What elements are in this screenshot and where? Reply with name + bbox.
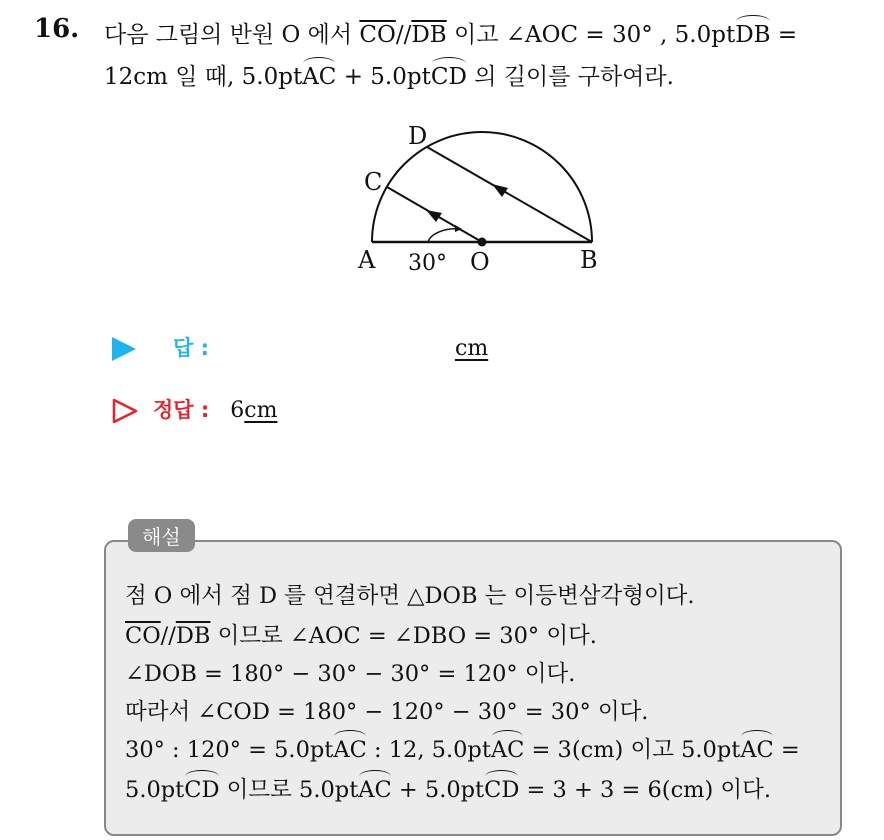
explanation-text: 30° : 120° = 5.0pt [125, 737, 334, 763]
question-text: 이고 ∠AOC = 30° , 5.0pt [446, 22, 736, 48]
answer-unit: cm [455, 336, 489, 361]
explanation-line-2 [125, 618, 597, 650]
question-text: 다음 그림의 반원 O 에서 [104, 22, 360, 48]
explanation-text: = 3 + 3 = 6(cm) 이다. [519, 777, 772, 803]
question-text: 12cm 일 때, 5.0pt [104, 64, 303, 90]
label-c: C [364, 168, 383, 196]
arc-cd: CD [184, 777, 220, 803]
semicircle-figure [356, 118, 616, 288]
arc-ac: AC [740, 737, 774, 763]
explanation-text: 5.0pt [125, 777, 185, 803]
correct-answer-unit: cm [244, 398, 278, 423]
explanation-tag: 해설 [128, 519, 195, 552]
label-o: O [470, 248, 490, 276]
correct-answer-row [112, 394, 277, 424]
explanation-text: = 3(cm) 이고 5.0pt [524, 737, 741, 763]
explanation-text: = [773, 737, 800, 763]
segment-co: $\overline{CO}$ [359, 22, 396, 48]
correct-answer-label: 정답 : [153, 398, 210, 422]
question-text: 의 길이를 구하여라. [466, 64, 674, 90]
arrow-on-bd [492, 184, 508, 197]
label-angle-30: 30° [408, 251, 447, 276]
question-line-2 [104, 58, 674, 91]
explanation-line-3: ∠DOB = 180° − 30° − 30° = 120° 이다. [125, 661, 576, 687]
question-line-1 [104, 16, 797, 49]
label-b: B [580, 246, 598, 274]
segment-co: $\overline{CO}$ [125, 623, 161, 649]
explanation-line-6 [125, 772, 771, 804]
arc-cd: CD [484, 777, 520, 803]
arc-ac: AC [333, 737, 367, 763]
segment-bd-line [427, 147, 592, 242]
segment-db: $\overline{DB}$ [411, 22, 447, 48]
explanation-text: : 12, 5.0pt [366, 737, 491, 763]
label-d: D [408, 122, 428, 150]
question-text: = [770, 22, 798, 48]
explanation-line-5 [125, 732, 800, 764]
answer-label: 답 : [173, 336, 209, 360]
arc-ac: AC [490, 737, 525, 763]
play-triangle-icon [112, 337, 136, 361]
answer-row [112, 332, 488, 362]
explanation-line-4: 따라서 ∠COD = 180° − 120° − 30° = 30° 이다. [125, 699, 649, 725]
explanation-line-1: 점 O 에서 점 D 를 연결하면 △DOB 는 이등변삼각형이다. [125, 583, 695, 609]
explanation-text: + 5.0pt [391, 777, 485, 803]
correct-answer-value: 6 [230, 398, 245, 423]
explanation-text: 이므로 5.0pt [219, 777, 359, 803]
question-text: + 5.0pt [336, 64, 431, 90]
parallel-symbol: // [160, 623, 176, 649]
parallel-symbol: // [395, 22, 412, 48]
arc-db: DB [735, 22, 771, 48]
outline-triangle-icon [112, 398, 138, 424]
segment-db: $\overline{DB}$ [175, 623, 211, 649]
arc-cd: CD [430, 64, 467, 90]
arrow-on-oc [426, 210, 442, 222]
arc-ac: AC [358, 777, 392, 803]
center-point-o [478, 238, 487, 247]
arc-ac: AC [302, 64, 337, 90]
explanation-text: 이므로 ∠AOC = ∠DBO = 30° 이다. [210, 623, 597, 649]
question-number: 16. [34, 14, 80, 44]
label-a: A [358, 246, 376, 274]
semicircle-arc [372, 132, 592, 242]
